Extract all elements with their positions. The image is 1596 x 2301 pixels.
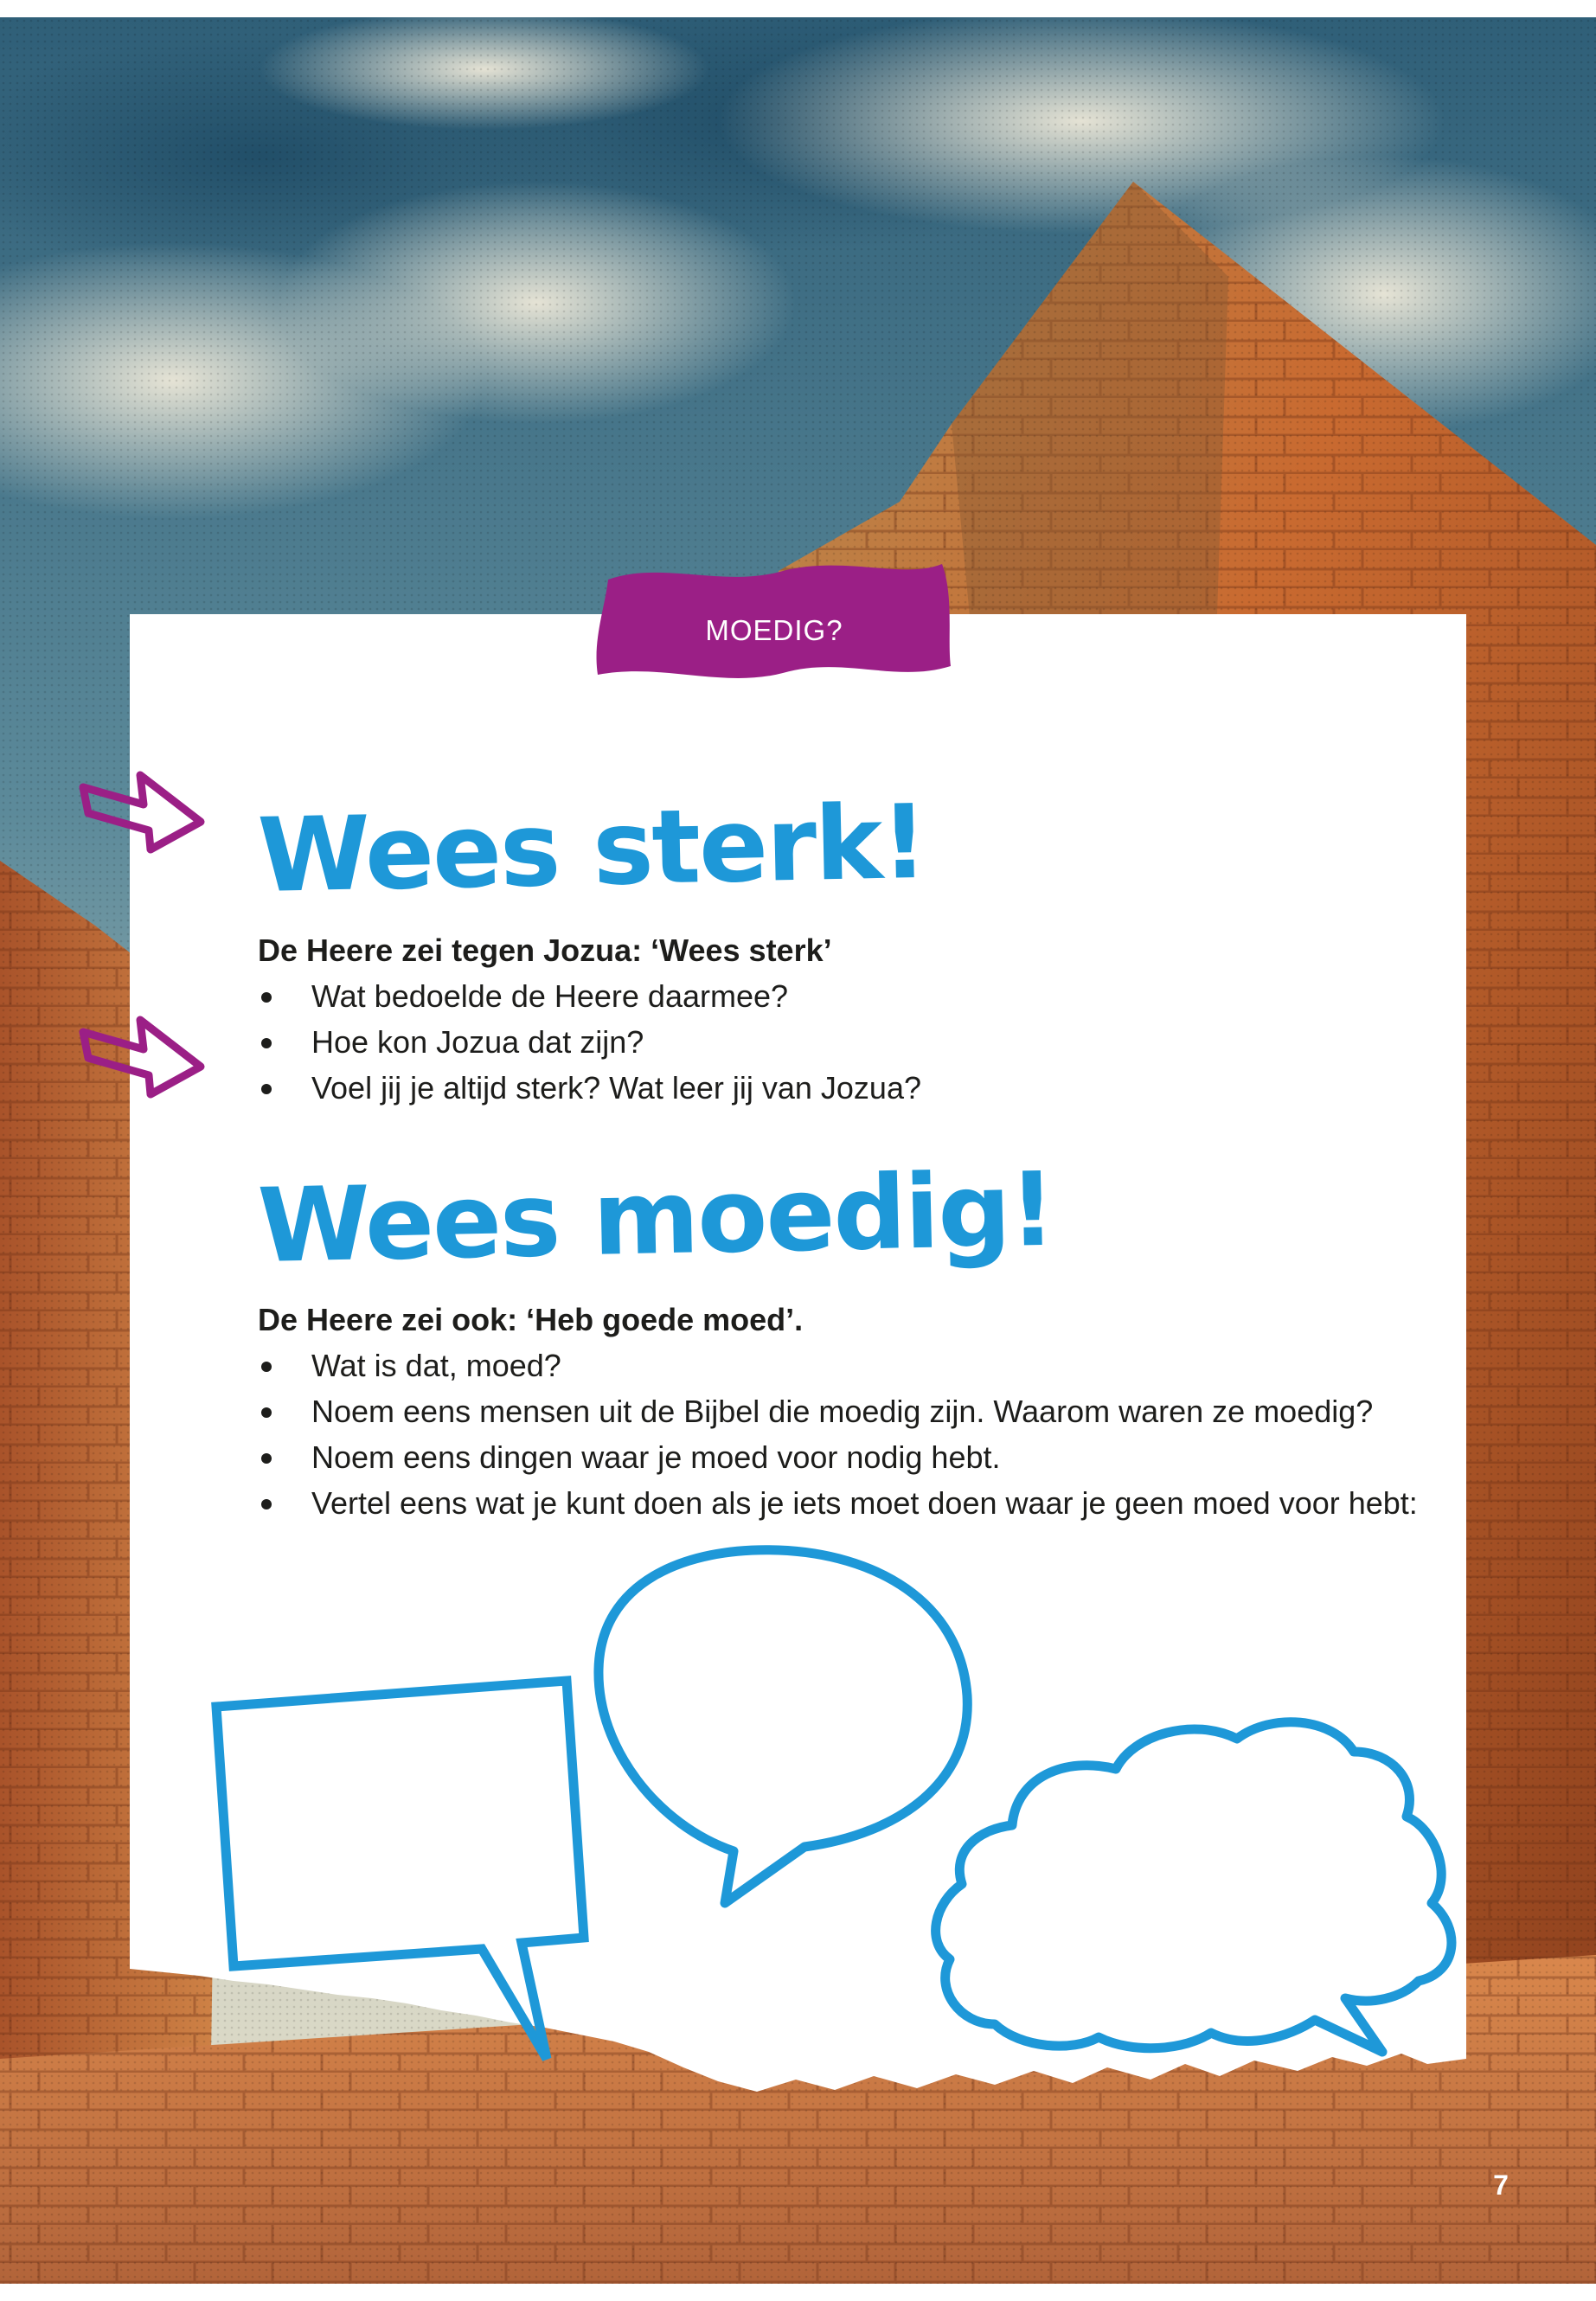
arrow-right-icon <box>76 1008 210 1103</box>
question-list-sterk <box>258 973 1452 1111</box>
list-item: Voel jij je altijd sterk? Wat leer jij van Jozua? <box>258 1065 1452 1111</box>
question-list-moedig <box>258 1343 1452 1526</box>
heading-wees-moedig: Wees moedig! <box>256 1149 1055 1285</box>
page <box>0 17 1596 2284</box>
arrow-right-icon <box>76 763 210 858</box>
list-item: Vertel eens wat je kunt doen als je iets moet doen waar je geen moed voor hebt: <box>258 1480 1452 1526</box>
heading-wees-sterk: Wees sterk! <box>256 781 927 915</box>
list-item: Hoe kon Jozua dat zijn? <box>258 1019 1452 1065</box>
lead-text-moedig: De Heere zei ook: ‘Heb goede moed’. <box>258 1302 804 1337</box>
list-item: Wat bedoelde de Heere daarmee? <box>258 973 1452 1019</box>
tag-label: MOEDIG? <box>705 614 843 646</box>
list-item: Wat is dat, moed? <box>258 1343 1452 1388</box>
lead-text-sterk: De Heere zei tegen Jozua: ‘Wees sterk’ <box>258 933 832 968</box>
list-item: Noem eens dingen waar je moed voor nodig hebt. <box>258 1434 1452 1480</box>
list-item: Noem eens mensen uit de Bijbel die moedig zijn. Waarom waren ze moedig? <box>258 1388 1452 1434</box>
page-number: 7 <box>1493 2170 1509 2201</box>
